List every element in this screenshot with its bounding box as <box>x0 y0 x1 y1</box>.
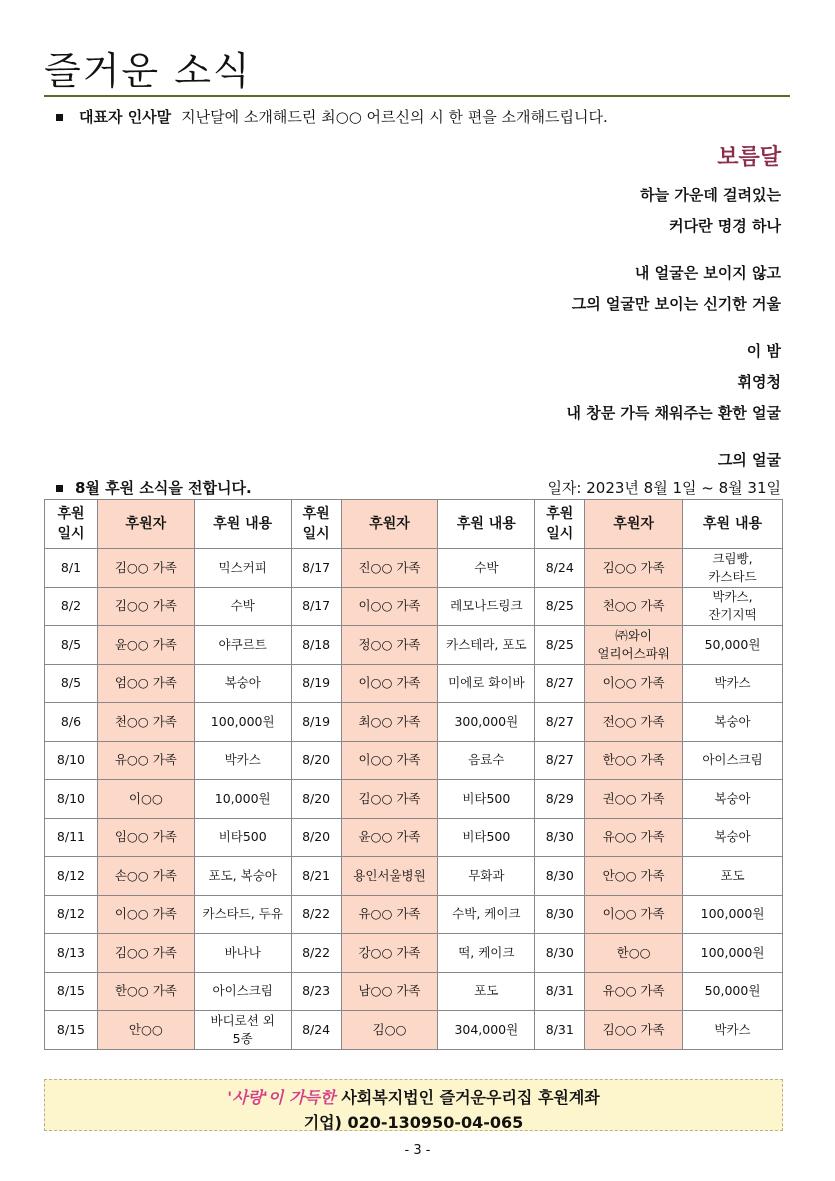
date-cell: 8/6 <box>45 703 98 742</box>
donor-cell: 이○○ 가족 <box>341 587 438 626</box>
date-cell: 8/23 <box>291 972 341 1011</box>
donor-cell: 김○○ 가족 <box>341 780 438 819</box>
date-cell: 8/24 <box>291 1011 341 1050</box>
donor-cell: 진○○ 가족 <box>341 549 438 588</box>
poem-line: 커다란 명경 하나 <box>669 217 781 235</box>
square-bullet-icon <box>56 114 63 121</box>
donation-cell: 박카스, 잔기지떡 <box>683 587 783 626</box>
date-cell: 8/12 <box>45 895 98 934</box>
donations-date-range: 일자: 2023년 8월 1일 ~ 8월 31일 <box>547 479 781 497</box>
donor-cell: 유○○ 가족 <box>585 972 683 1011</box>
donor-cell: 김○○ 가족 <box>97 587 194 626</box>
date-cell: 8/10 <box>45 780 98 819</box>
date-cell: 8/20 <box>291 741 341 780</box>
table-header-cell: 후원 내용 <box>683 500 783 549</box>
date-cell: 8/10 <box>45 741 98 780</box>
date-cell: 8/31 <box>535 972 585 1011</box>
table-row <box>45 780 783 819</box>
donor-cell: 손○○ 가족 <box>97 857 194 896</box>
donation-account-banner <box>44 1079 783 1131</box>
donation-cell: 수박 <box>438 549 535 588</box>
donation-cell: 50,000원 <box>683 972 783 1011</box>
page-number: - 3 - <box>404 1143 431 1158</box>
date-cell: 8/22 <box>291 934 341 973</box>
donor-cell: 이○○ 가족 <box>341 741 438 780</box>
table-row <box>45 626 783 665</box>
donation-cell: 100,000원 <box>194 703 291 742</box>
donation-cell: 박카스 <box>683 1011 783 1050</box>
date-cell: 8/17 <box>291 549 341 588</box>
stanza-gap <box>567 320 781 336</box>
poem-body <box>567 180 781 476</box>
donor-cell: 한○○ <box>585 934 683 973</box>
donation-cell: 박카스 <box>683 664 783 703</box>
donor-cell: 안○○ <box>97 1011 194 1050</box>
date-cell: 8/1 <box>45 549 98 588</box>
donation-cell: 무화과 <box>438 857 535 896</box>
date-cell: 8/30 <box>535 818 585 857</box>
donor-cell: 엄○○ 가족 <box>97 664 194 703</box>
greeting-label: 대표자 인사말 <box>79 108 172 126</box>
table-header-cell: 후원자 <box>585 500 683 549</box>
donation-cell: 304,000원 <box>438 1011 535 1050</box>
table-header-cell: 후원 내용 <box>438 500 535 549</box>
date-cell: 8/27 <box>535 741 585 780</box>
table-row <box>45 587 783 626</box>
donation-cell: 아이스크림 <box>194 972 291 1011</box>
date-cell: 8/25 <box>535 587 585 626</box>
poem-line: 하늘 가운데 걸려있는 <box>640 186 781 204</box>
poem-line: 내 창문 가득 채워주는 환한 얼굴 <box>566 404 781 422</box>
donor-cell: 천○○ 가족 <box>585 587 683 626</box>
date-cell: 8/2 <box>45 587 98 626</box>
donation-cell: 포도 <box>683 857 783 896</box>
donor-cell: 이○○ <box>97 780 194 819</box>
date-cell: 8/13 <box>45 934 98 973</box>
date-cell: 8/12 <box>45 857 98 896</box>
donor-cell: 남○○ 가족 <box>341 972 438 1011</box>
poem-line: 휘영청 <box>737 373 781 391</box>
donor-cell: 안○○ 가족 <box>585 857 683 896</box>
donor-cell: 정○○ 가족 <box>341 626 438 665</box>
donation-cell: 바디로션 외 5종 <box>194 1011 291 1050</box>
date-cell: 8/31 <box>535 1011 585 1050</box>
donor-cell: 최○○ 가족 <box>341 703 438 742</box>
donor-cell: 유○○ 가족 <box>341 895 438 934</box>
donations-heading-text: 8월 후원 소식을 전합니다. <box>75 479 252 497</box>
poem-line: 이 밤 <box>746 342 781 360</box>
donation-cell: 카스타드, 두유 <box>194 895 291 934</box>
donor-cell: 윤○○ 가족 <box>341 818 438 857</box>
donation-cell: 100,000원 <box>683 895 783 934</box>
greeting-line <box>56 106 608 127</box>
date-cell: 8/30 <box>535 934 585 973</box>
date-cell: 8/22 <box>291 895 341 934</box>
donation-cell: 떡, 케이크 <box>438 934 535 973</box>
donor-cell: 전○○ 가족 <box>585 703 683 742</box>
table-row <box>45 818 783 857</box>
donation-cell: 포도 <box>438 972 535 1011</box>
date-cell: 8/15 <box>45 972 98 1011</box>
donation-cell: 수박 <box>194 587 291 626</box>
date-cell: 8/15 <box>45 1011 98 1050</box>
stanza-gap <box>567 429 781 445</box>
table-header-cell: 후원 일시 <box>291 500 341 549</box>
donation-cell: 포도, 복숭아 <box>194 857 291 896</box>
donor-cell: 유○○ 가족 <box>585 818 683 857</box>
table-body <box>45 549 783 1050</box>
donor-cell: 김○○ 가족 <box>97 934 194 973</box>
date-cell: 8/25 <box>535 626 585 665</box>
donor-cell: 권○○ 가족 <box>585 780 683 819</box>
date-cell: 8/11 <box>45 818 98 857</box>
donation-cell: 믹스커피 <box>194 549 291 588</box>
donations-heading <box>56 477 252 498</box>
donation-cell: 아이스크림 <box>683 741 783 780</box>
donation-cell: 비타500 <box>438 780 535 819</box>
donation-cell: 바나나 <box>194 934 291 973</box>
donations-table <box>44 499 783 1050</box>
table-header-cell: 후원 일시 <box>45 500 98 549</box>
date-cell: 8/27 <box>535 664 585 703</box>
date-cell: 8/5 <box>45 626 98 665</box>
donor-cell: ㈜와이 얼리어스파워 <box>585 626 683 665</box>
square-bullet-icon <box>56 485 63 492</box>
table-header-cell: 후원자 <box>341 500 438 549</box>
donation-cell: 미에로 화이바 <box>438 664 535 703</box>
donation-cell: 비타500 <box>194 818 291 857</box>
donor-cell: 임○○ 가족 <box>97 818 194 857</box>
donation-cell: 50,000원 <box>683 626 783 665</box>
poem-line: 그의 얼굴 <box>717 451 781 469</box>
donor-cell: 천○○ 가족 <box>97 703 194 742</box>
table-row <box>45 741 783 780</box>
donation-cell: 복숭아 <box>683 818 783 857</box>
donation-cell: 10,000원 <box>194 780 291 819</box>
donation-cell: 레모나드링크 <box>438 587 535 626</box>
date-cell: 8/29 <box>535 780 585 819</box>
table-row <box>45 549 783 588</box>
date-cell: 8/24 <box>535 549 585 588</box>
title-divider <box>44 95 790 97</box>
table-header-cell: 후원자 <box>97 500 194 549</box>
date-cell: 8/20 <box>291 818 341 857</box>
donor-cell: 이○○ 가족 <box>97 895 194 934</box>
donor-cell: 김○○ 가족 <box>585 1011 683 1050</box>
donor-cell: 김○○ 가족 <box>97 549 194 588</box>
date-cell: 8/5 <box>45 664 98 703</box>
page-title: 즐거운 소식 <box>44 49 252 93</box>
donor-cell: 이○○ 가족 <box>341 664 438 703</box>
table-row <box>45 664 783 703</box>
table-header-cell: 후원 내용 <box>194 500 291 549</box>
table-header-cell: 후원 일시 <box>535 500 585 549</box>
donor-cell: 한○○ 가족 <box>585 741 683 780</box>
table-row <box>45 895 783 934</box>
donor-cell: 용인서울병원 <box>341 857 438 896</box>
donor-cell: 한○○ 가족 <box>97 972 194 1011</box>
donor-cell: 김○○ 가족 <box>585 549 683 588</box>
donation-cell: 복숭아 <box>683 780 783 819</box>
donor-cell: 이○○ 가족 <box>585 664 683 703</box>
stanza-gap <box>567 242 781 258</box>
greeting-text: 지난달에 소개해드린 최○○ 어르신의 시 한 편을 소개해드립니다. <box>181 108 608 126</box>
table-row <box>45 703 783 742</box>
date-cell: 8/27 <box>535 703 585 742</box>
table-row <box>45 1011 783 1050</box>
date-cell: 8/20 <box>291 780 341 819</box>
donor-cell: 윤○○ 가족 <box>97 626 194 665</box>
banner-line1: 사회복지법인 즐거운우리집 후원계좌 <box>341 1088 600 1107</box>
donation-cell: 카스테라, 포도 <box>438 626 535 665</box>
donation-cell: 복숭아 <box>194 664 291 703</box>
table-row <box>45 857 783 896</box>
donation-cell: 100,000원 <box>683 934 783 973</box>
poem-line: 내 얼굴은 보이지 않고 <box>634 264 781 282</box>
date-cell: 8/19 <box>291 664 341 703</box>
donation-cell: 비타500 <box>438 818 535 857</box>
date-cell: 8/18 <box>291 626 341 665</box>
donation-cell: 크림빵, 카스타드 <box>683 549 783 588</box>
donation-cell: 음료수 <box>438 741 535 780</box>
donation-cell: 300,000원 <box>438 703 535 742</box>
banner-accent: '사랑'이 가득한 <box>227 1088 336 1107</box>
donation-cell: 복숭아 <box>683 703 783 742</box>
table-header-row <box>45 500 783 549</box>
table-row <box>45 972 783 1011</box>
date-cell: 8/19 <box>291 703 341 742</box>
date-cell: 8/21 <box>291 857 341 896</box>
donor-cell: 이○○ 가족 <box>585 895 683 934</box>
table-row <box>45 934 783 973</box>
date-cell: 8/30 <box>535 895 585 934</box>
donor-cell: 유○○ 가족 <box>97 741 194 780</box>
donor-cell: 김○○ <box>341 1011 438 1050</box>
poem-line: 그의 얼굴만 보이는 신기한 거울 <box>571 295 781 313</box>
donation-cell: 박카스 <box>194 741 291 780</box>
poem-title: 보름달 <box>717 145 781 170</box>
banner-line2: 기업) 020-130950-04-065 <box>303 1113 524 1132</box>
date-cell: 8/30 <box>535 857 585 896</box>
date-cell: 8/17 <box>291 587 341 626</box>
donor-cell: 강○○ 가족 <box>341 934 438 973</box>
donation-cell: 수박, 케이크 <box>438 895 535 934</box>
donation-cell: 야쿠르트 <box>194 626 291 665</box>
